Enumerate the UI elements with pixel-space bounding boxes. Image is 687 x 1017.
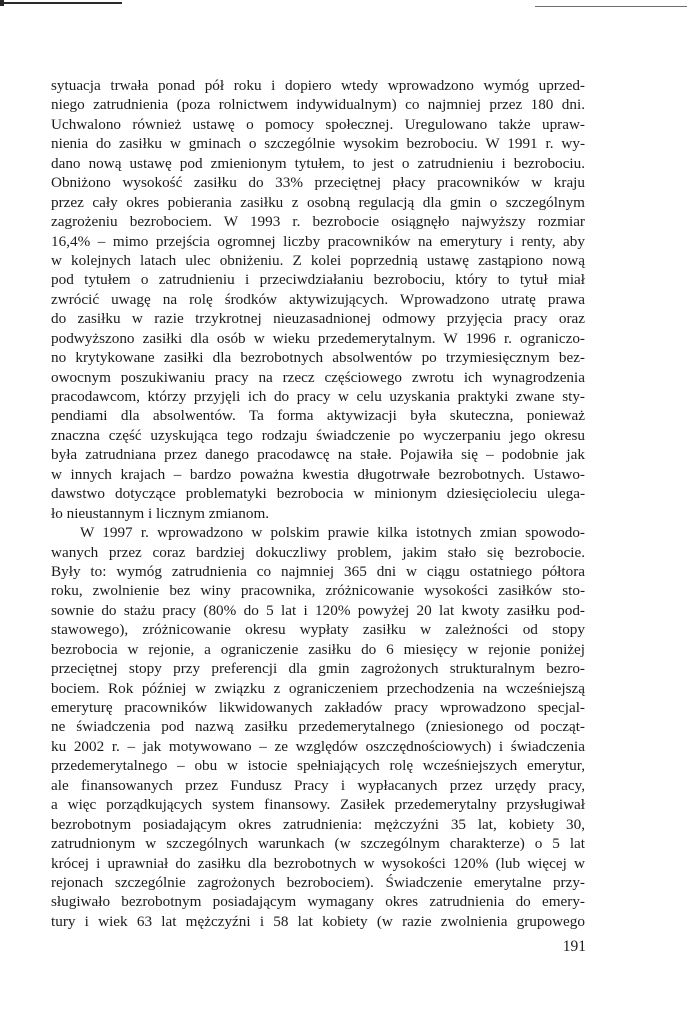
text-line: sytuacja trwała ponad pół roku i dopiero wtedy wprowadzono wymóg uprzed-	[51, 77, 585, 94]
text-line: ło nieustannym i licznym zmianom.	[51, 504, 270, 522]
text-line: W 1997 r. wprowadzono w polskim prawie kilka istotnych zmian spowodo-	[80, 524, 585, 542]
top-left-rule	[0, 2, 122, 4]
text-line: roku, zwolnienie bez winy pracownika, zróżnicowanie wysokości zasiłków sto-	[51, 582, 585, 600]
text-line: pod tytułem o zatrudnieniu i przeciwdziałaniu bezrobociu, który to tytuł miał	[51, 271, 585, 289]
paragraph	[51, 76, 585, 523]
text-line: do zasiłku w razie trzykrotnej nieuzasadnionej odmowy przyjęcia pracy oraz	[51, 310, 585, 328]
text-line: stawowego), zróżnicowanie okresu wypłaty zasiłku w zależności od stopy	[51, 621, 585, 639]
text-line: w kolejnych latach ulec obniżeniu. Z kolei poprzednią ustawę zastąpiono nową	[51, 251, 585, 269]
text-line: krócej i uprawniał do zasiłku dla bezrobotnych w wysokości 120% (lub więcej w	[51, 854, 585, 872]
text-line: tury i wiek 63 lat mężczyźni i 58 lat kobiety (w razie zwolnienia grupowego	[51, 912, 585, 930]
text-line: bezrobocia w rejonie, a ograniczenie zasiłku do 6 miesięcy w rejonie poniżej	[51, 640, 585, 658]
text-line: bociem. Rok później w związku z ograniczeniem przechodzenia na wcześniejszą	[51, 679, 585, 697]
text-line: w innych krajach – bardzo poważna kwestia długotrwałe bezrobotnych. Ustawo-	[51, 465, 585, 483]
text-line: dano nową ustawę pod zmienionym tytułem, to jest o zatrudnieniu i bezrobociu.	[51, 154, 585, 172]
text-line: dawstwo dotyczące problematyki bezrobocia w minionym dziesięcioleciu ulega-	[51, 485, 585, 503]
text-line: no krytykowane zasiłki dla bezrobotnych absolwentów po trzymiesięcznym bez-	[51, 349, 585, 367]
text-line: zwrócić uwagę na rolę środków aktywizujących. Wprowadzono utratę prawa	[51, 290, 585, 308]
text-line: Uchwalono również ustawę o pomocy społecznej. Uregulowano także upraw-	[51, 115, 585, 133]
text-line: Obniżono wysokość zasiłku do 33% przeciętnej płacy pracowników w kraju	[51, 174, 585, 192]
text-line: zatrudnionym w szczególnych warunkach (w szczególnym charakterze) o 5 lat	[51, 835, 585, 853]
text-line: ale finansowanych przez Fundusz Pracy i wypłacanych przez urzędy pracy,	[51, 776, 585, 794]
text-line: 16,4% – mimo przejścia ogromnej liczby pracowników na emerytury i renty, aby	[51, 232, 585, 250]
text-line: pracodawcom, którzy przyjęli ich do pracy w celu uzyskania praktyki zwane sty-	[51, 388, 585, 405]
text-line: przeciętnej stopy przy preferencji dla gmin zagrożonych strukturalnym bezro-	[51, 660, 585, 678]
text-line: podwyższono zasiłki dla osób w wieku przedemerytalnym. W 1996 r. ograniczo-	[51, 329, 585, 347]
text-line: bezrobotnym posiadającym okres zatrudnienia: mężczyźni 35 lat, kobiety 30,	[51, 815, 585, 833]
text-line: ku 2002 r. – jak motywowano – ze względów oszczędnościowych) i świadczenia	[51, 737, 585, 755]
text-line: Były to: wymóg zatrudnienia co najmniej 365 dni w ciągu ostatniego półtora	[51, 562, 585, 580]
text-line: zagrożeniu bezrobociem. W 1993 r. bezrobocie osiągnęło najwyższy rozmiar	[51, 213, 585, 231]
text-line: a więc porządkujących system finansowy. Zasiłek przedemerytalny przysługiwał	[51, 796, 585, 814]
text-line: rejonach szczególnie zagrożonych bezrobociem). Świadczenie emerytalne przy-	[51, 873, 585, 891]
text-line: nienia do zasiłku w gminach o szczególnie wysokim bezrobociu. W 1991 r. wy-	[51, 135, 585, 153]
text-line: pendiami dla absolwentów. Ta forma aktywizacji była skuteczna, ponieważ	[51, 407, 585, 425]
text-line: emeryturę pracowników likwidowanych zakładów pracy wprowadzono specjal-	[51, 699, 585, 716]
top-right-rule	[535, 6, 687, 7]
text-line: sługiwało bezrobotnym posiadającym wymagany okres zatrudnienia do emery-	[51, 893, 585, 911]
text-line: była zatrudniana przez danego pracodawcę na stałe. Pojawiła się – podobnie jak	[51, 446, 585, 464]
text-line: przez cały okres pobierania zasiłku z osobną regulacją dla gmin o szczególnym	[51, 193, 585, 211]
text-line: wanych przez coraz bardziej dokuczliwy problem, jakim stało się bezrobocie.	[51, 543, 585, 561]
paragraph	[51, 523, 585, 931]
page-number: 191	[562, 938, 586, 955]
text-line: owocnym poszukiwaniu pracy na rzecz częściowego zwrotu ich wynagrodzenia	[51, 368, 585, 386]
text-line: sownie do stażu pracy (80% do 5 lat i 120% powyżej 20 lat kwoty zasiłku pod-	[51, 601, 585, 619]
text-line: znaczna część uzyskująca tego rodzaju świadczenie po wyczerpaniu jego okresu	[51, 426, 585, 444]
text-line: ne świadczenia pod nazwą zasiłku przedemerytalnego (zniesionego od począt-	[51, 718, 585, 736]
body-text	[51, 76, 585, 931]
text-line: niego zatrudnienia (poza rolnictwem indywidualnym) co najmniej przez 180 dni.	[51, 96, 585, 114]
text-line: przedemerytalnego – obu w istocie spełniających rolę wcześniejszych emerytur,	[51, 757, 585, 775]
